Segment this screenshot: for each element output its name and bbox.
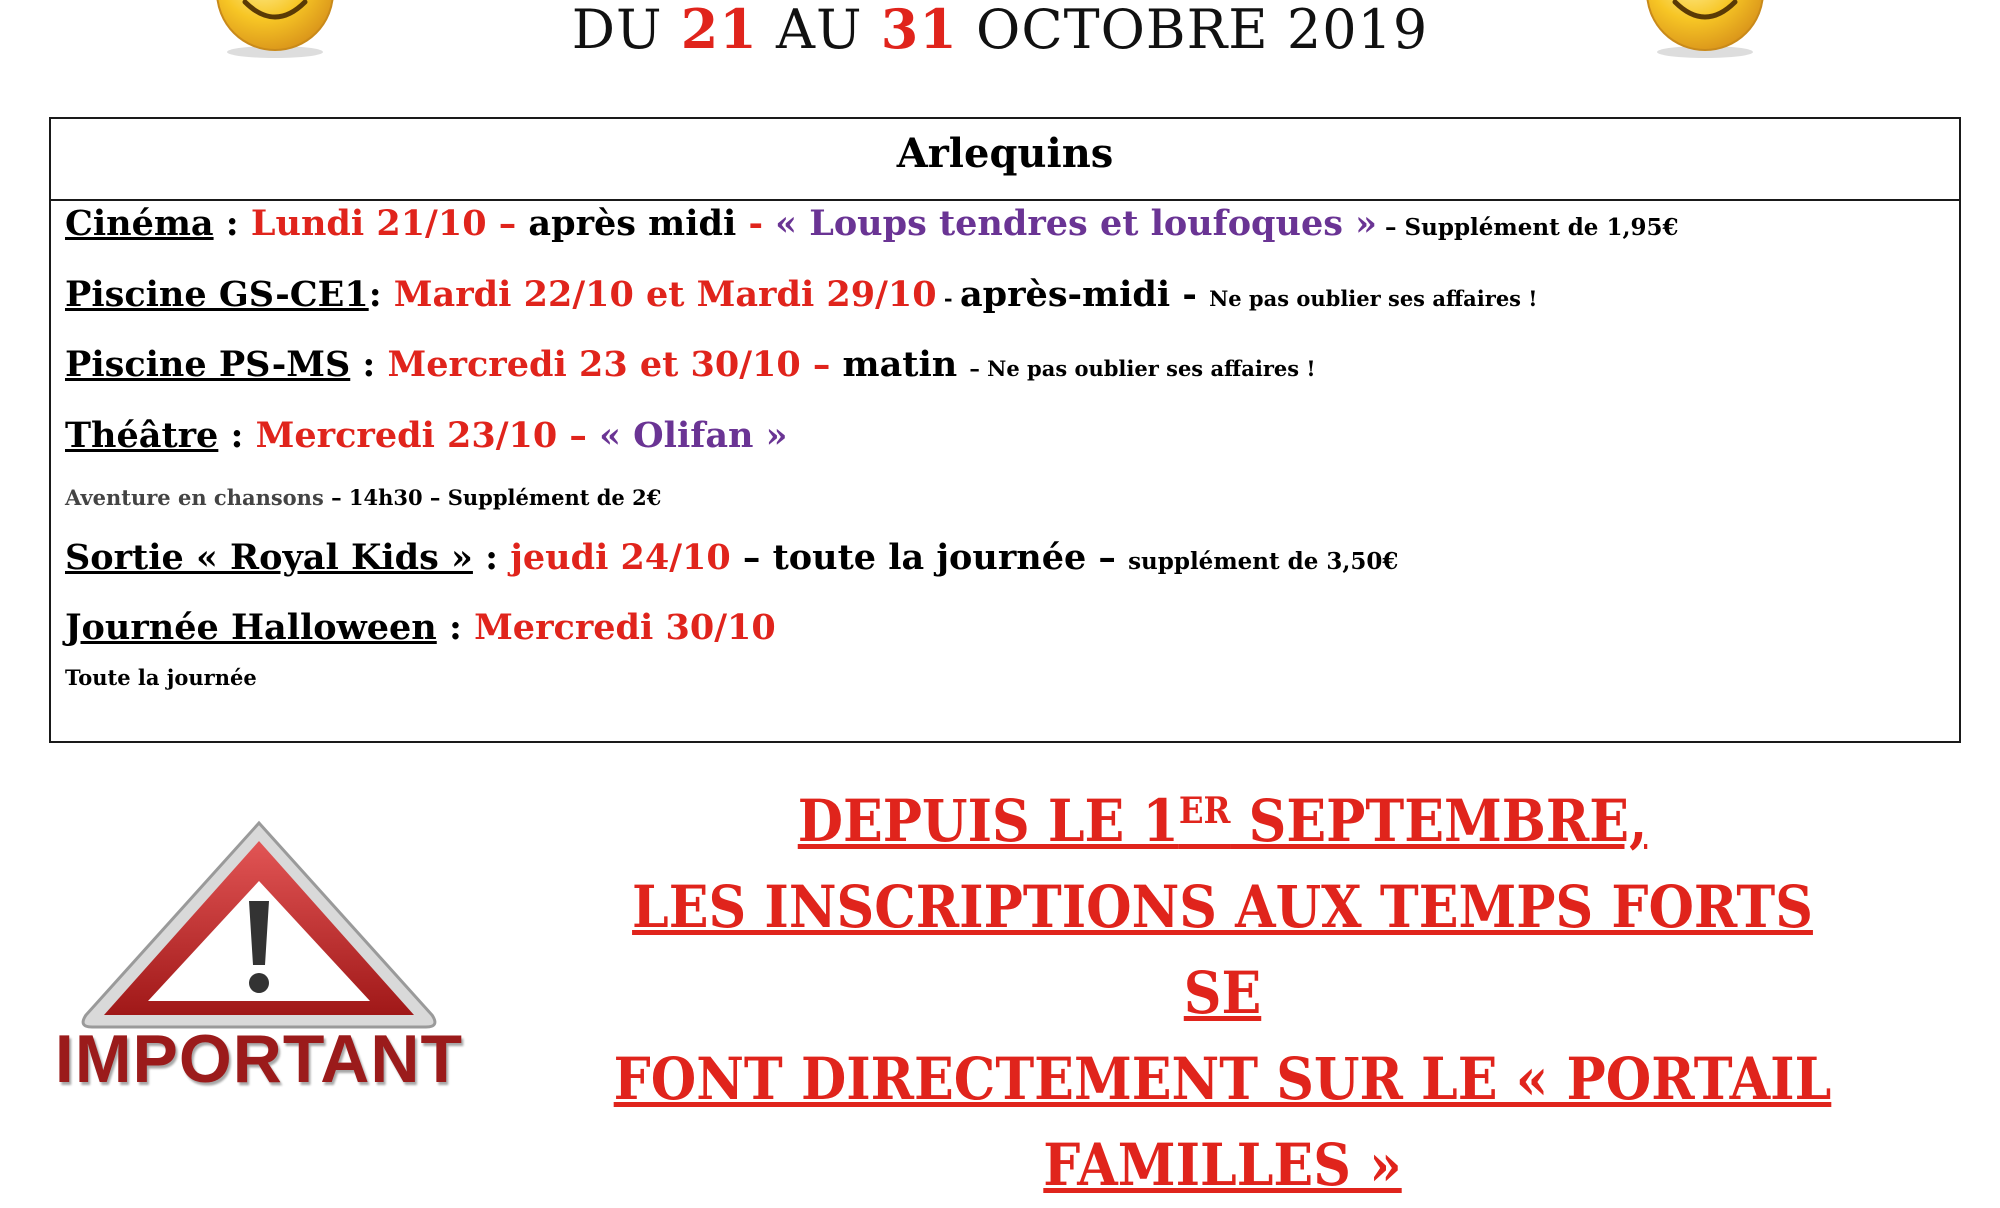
notice-line-1-sup: ER [1178,790,1231,832]
registration-notice [590,778,1855,1208]
theatre-detail-a: Aventure en chansons [65,485,324,510]
date-start: 21 [680,0,758,61]
date-suffix: OCTOBRE 2019 [976,0,1429,61]
theatre-label: Théâtre [65,415,219,456]
piscine-ps-date: Mercredi 23 et 30/10 – [387,344,831,385]
piscine-ps-label: Piscine PS-MS [65,344,351,385]
cinema-note: – Supplément de 1,95€ [1377,214,1679,241]
halloween-label: Journée Halloween [65,607,437,648]
sortie-label: Sortie « Royal Kids » [65,537,473,578]
notice-line-2: LES INSCRIPTIONS AUX TEMPS FORTS SE [632,873,1813,1027]
piscine-ps-line [65,344,1316,385]
halloween-line [65,607,776,648]
piscine-gs-colon: : [368,274,394,315]
cinema-dash: - [748,203,776,244]
piscine-gs-note: Ne pas oublier ses affaires ! [1209,286,1538,311]
piscine-ps-colon: : [350,344,388,385]
halloween-colon: : [436,607,475,648]
sortie-time: – toute la journée – [730,537,1129,578]
date-heading [0,0,2000,65]
theatre-colon: : [218,415,256,456]
piscine-gs-time: après-midi - [959,274,1210,315]
piscine-gs-line [65,274,1538,315]
notice-line-1a: DEPUIS LE 1 [797,787,1179,855]
theatre-line [65,415,788,456]
important-label: IMPORTANT [54,1021,464,1097]
date-prefix: DU [571,0,663,61]
piscine-gs-dash: - [936,286,960,311]
halloween-date: Mercredi 30/10 [474,607,776,648]
cinema-colon: : [213,203,251,244]
date-middle: AU [776,0,863,61]
notice-line-4: FAMILLES » [1043,1131,1402,1199]
box-title: Arlequins [51,119,1959,201]
piscine-gs-date: Mardi 22/10 et Mardi 29/10 [393,274,937,315]
program-box [49,117,1961,743]
notice-line-1b: SEPTEMBRE, [1230,787,1648,855]
sortie-line [65,537,1398,578]
cinema-film: « Loups tendres et loufoques » [775,203,1378,244]
piscine-ps-note: – Ne pas oublier ses affaires ! [969,356,1316,381]
theatre-detail-b: – 14h30 – Supplément de 2€ [323,485,662,510]
theatre-detail-line [65,485,661,510]
cinema-time: après midi [516,203,749,244]
notice-line-1 [590,778,1855,864]
piscine-gs-label: Piscine GS-CE1 [65,274,369,315]
piscine-ps-time: matin [830,344,970,385]
sortie-colon: : [472,537,511,578]
cinema-line [65,203,1678,244]
theatre-show: « Olifan » [599,415,788,456]
cinema-label: Cinéma [65,203,214,244]
sortie-date: jeudi 24/10 [510,537,731,578]
theatre-date: Mercredi 23/10 – [255,415,600,456]
halloween-detail: Toute la journée [65,665,257,690]
cinema-date: Lundi 21/10 – [250,203,517,244]
sortie-note: supplément de 3,50€ [1128,548,1399,575]
date-end: 31 [880,0,958,61]
notice-line-3: FONT DIRECTEMENT SUR LE « PORTAIL [613,1045,1832,1113]
